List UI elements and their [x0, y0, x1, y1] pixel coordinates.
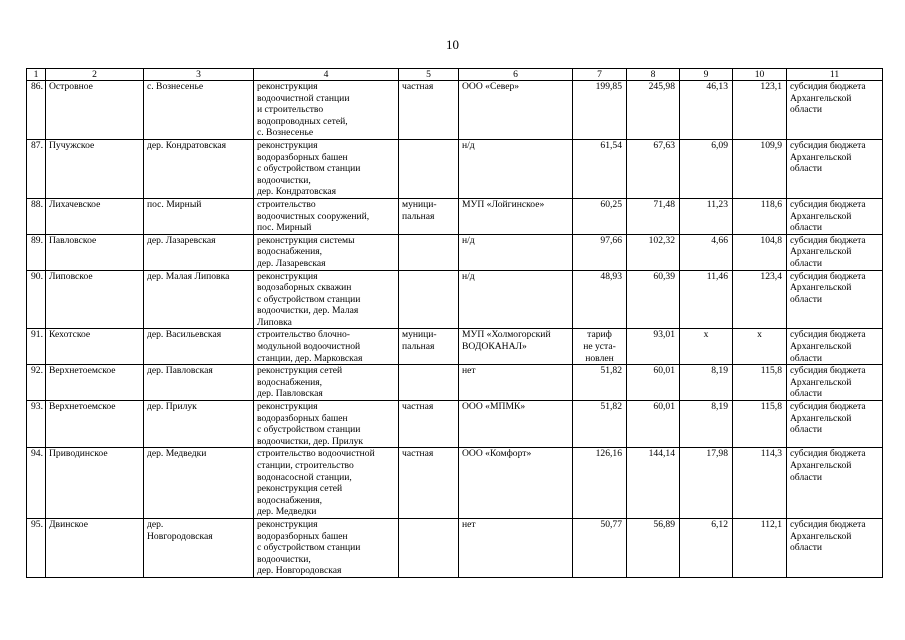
settlement-cell: пос. Мирный — [144, 198, 254, 234]
value-cell: 115,8 — [733, 401, 787, 448]
table-row — [27, 234, 883, 270]
value-cell: 51,82 — [573, 365, 627, 401]
municipality-cell: Верхнетоемское — [46, 365, 144, 401]
row-number: 88. — [27, 198, 46, 234]
row-number: 92. — [27, 365, 46, 401]
row-number: 86. — [27, 81, 46, 140]
municipality-cell: Кехотское — [46, 329, 144, 365]
column-header: 1 — [27, 69, 46, 81]
value-cell: 50,77 — [573, 518, 627, 577]
value-cell: 8,19 — [680, 401, 733, 448]
municipality-cell: Верхнетоемское — [46, 401, 144, 448]
value-cell: 245,98 — [627, 81, 680, 140]
operator-cell: МУП «Лойгинское» — [459, 198, 573, 234]
column-header: 5 — [399, 69, 459, 81]
ownership-cell: муници- пальная — [399, 329, 459, 365]
value-cell: 93,01 — [627, 329, 680, 365]
ownership-cell: муници- пальная — [399, 198, 459, 234]
funding-source-cell: субсидия бюджета Архангельской области — [787, 518, 883, 577]
value-cell: х — [680, 329, 733, 365]
value-cell: 199,85 — [573, 81, 627, 140]
funding-source-cell: субсидия бюджета Архангельской области — [787, 448, 883, 519]
column-header: 6 — [459, 69, 573, 81]
table-row — [27, 198, 883, 234]
operator-cell: нет — [459, 365, 573, 401]
ownership-cell — [399, 365, 459, 401]
project-cell: строительство блочно- модульной водоочистной станции, дер. Марковская — [254, 329, 399, 365]
table-row — [27, 401, 883, 448]
funding-source-cell: субсидия бюджета Архангельской области — [787, 81, 883, 140]
ownership-cell: частная — [399, 401, 459, 448]
operator-cell: н/д — [459, 234, 573, 270]
municipality-cell: Павловское — [46, 234, 144, 270]
project-cell: строительство водоочистных сооружений, пос. Мирный — [254, 198, 399, 234]
value-cell: 60,25 — [573, 198, 627, 234]
funding-source-cell: субсидия бюджета Архангельской области — [787, 270, 883, 329]
settlement-cell: дер. Медведки — [144, 448, 254, 519]
row-number: 87. — [27, 139, 46, 198]
settlement-cell: дер. Васильевская — [144, 329, 254, 365]
value-cell: 46,13 — [680, 81, 733, 140]
value-cell: 48,93 — [573, 270, 627, 329]
project-cell: реконструкция водозаборных скважин с обустройством станции водоочистки, дер. Малая Липовка — [254, 270, 399, 329]
table-row — [27, 518, 883, 577]
value-cell: 17,98 — [680, 448, 733, 519]
settlement-cell: дер. Малая Липовка — [144, 270, 254, 329]
value-cell: 123,1 — [733, 81, 787, 140]
value-cell: 112,1 — [733, 518, 787, 577]
operator-cell: н/д — [459, 139, 573, 198]
value-cell: 6,09 — [680, 139, 733, 198]
project-cell: реконструкция сетей водоснабжения, дер. Павловская — [254, 365, 399, 401]
row-number: 91. — [27, 329, 46, 365]
operator-cell: нет — [459, 518, 573, 577]
value-cell: 11,23 — [680, 198, 733, 234]
page-number: 10 — [446, 37, 459, 52]
row-number: 94. — [27, 448, 46, 519]
value-cell: 51,82 — [573, 401, 627, 448]
project-cell: реконструкция водоразборных башен с обустройством станции водоочистки, дер. Кондратовская — [254, 139, 399, 198]
value-cell: 60,01 — [627, 365, 680, 401]
value-cell: 118,6 — [733, 198, 787, 234]
funding-source-cell: субсидия бюджета Архангельской области — [787, 234, 883, 270]
value-cell: 71,48 — [627, 198, 680, 234]
table-row — [27, 365, 883, 401]
ownership-cell — [399, 518, 459, 577]
column-header: 3 — [144, 69, 254, 81]
column-header: 4 — [254, 69, 399, 81]
settlement-cell: дер. Кондратовская — [144, 139, 254, 198]
value-cell: 144,14 — [627, 448, 680, 519]
settlement-cell: дер. Новгородовская — [144, 518, 254, 577]
value-cell: 102,32 — [627, 234, 680, 270]
ownership-cell — [399, 270, 459, 329]
value-cell: 114,3 — [733, 448, 787, 519]
column-header: 2 — [46, 69, 144, 81]
municipality-cell: Островное — [46, 81, 144, 140]
settlement-cell: дер. Прилук — [144, 401, 254, 448]
value-cell: 61,54 — [573, 139, 627, 198]
funding-source-cell: субсидия бюджета Архангельской области — [787, 198, 883, 234]
value-cell: 123,4 — [733, 270, 787, 329]
column-header: 10 — [733, 69, 787, 81]
funding-source-cell: субсидия бюджета Архангельской области — [787, 401, 883, 448]
funding-source-cell: субсидия бюджета Архангельской области — [787, 139, 883, 198]
value-cell: 4,66 — [680, 234, 733, 270]
column-header: 7 — [573, 69, 627, 81]
row-number: 95. — [27, 518, 46, 577]
settlement-cell: с. Вознесенье — [144, 81, 254, 140]
settlement-cell: дер. Павловская — [144, 365, 254, 401]
ownership-cell — [399, 139, 459, 198]
data-table — [26, 68, 883, 578]
value-cell: тариф не уста- новлен — [573, 329, 627, 365]
municipality-cell: Пучужское — [46, 139, 144, 198]
municipality-cell: Лихачевское — [46, 198, 144, 234]
ownership-cell: частная — [399, 448, 459, 519]
value-cell: 60,39 — [627, 270, 680, 329]
value-cell: 67,63 — [627, 139, 680, 198]
table-row — [27, 270, 883, 329]
operator-cell: МУП «Холмогорский ВОДОКАНАЛ» — [459, 329, 573, 365]
project-cell: реконструкция системы водоснабжения, дер. Лазаревская — [254, 234, 399, 270]
ownership-cell: частная — [399, 81, 459, 140]
project-cell: реконструкция водоразборных башен с обустройством станции водоочистки, дер. Прилук — [254, 401, 399, 448]
row-number: 90. — [27, 270, 46, 329]
ownership-cell — [399, 234, 459, 270]
municipality-cell: Двинское — [46, 518, 144, 577]
project-cell: реконструкция водоочистной станции и строительство водопроводных сетей, с. Вознесенье — [254, 81, 399, 140]
operator-cell: н/д — [459, 270, 573, 329]
table-row — [27, 139, 883, 198]
column-header: 8 — [627, 69, 680, 81]
operator-cell: ООО «Комфорт» — [459, 448, 573, 519]
row-number: 93. — [27, 401, 46, 448]
value-cell: 126,16 — [573, 448, 627, 519]
operator-cell: ООО «Север» — [459, 81, 573, 140]
value-cell: 11,46 — [680, 270, 733, 329]
value-cell: 8,19 — [680, 365, 733, 401]
row-number: 89. — [27, 234, 46, 270]
value-cell: 115,8 — [733, 365, 787, 401]
municipality-cell: Приводинское — [46, 448, 144, 519]
value-cell: 109,9 — [733, 139, 787, 198]
table-row — [27, 448, 883, 519]
table-row — [27, 81, 883, 140]
value-cell: 97,66 — [573, 234, 627, 270]
value-cell: 6,12 — [680, 518, 733, 577]
municipality-cell: Липовское — [46, 270, 144, 329]
funding-source-cell: субсидия бюджета Архангельской области — [787, 365, 883, 401]
table-row — [27, 329, 883, 365]
project-cell: строительство водоочистной станции, строительство водонасосной станции, реконструкция сетей водоснабжения, дер. Медведки — [254, 448, 399, 519]
value-cell: 104,8 — [733, 234, 787, 270]
column-header: 9 — [680, 69, 733, 81]
project-cell: реконструкция водоразборных башен с обустройством станции водоочистки, дер. Новгородовская — [254, 518, 399, 577]
value-cell: 56,89 — [627, 518, 680, 577]
value-cell: 60,01 — [627, 401, 680, 448]
table-header-row — [27, 69, 883, 81]
settlement-cell: дер. Лазаревская — [144, 234, 254, 270]
operator-cell: ООО «МПМК» — [459, 401, 573, 448]
value-cell: х — [733, 329, 787, 365]
column-header: 11 — [787, 69, 883, 81]
funding-source-cell: субсидия бюджета Архангельской области — [787, 329, 883, 365]
